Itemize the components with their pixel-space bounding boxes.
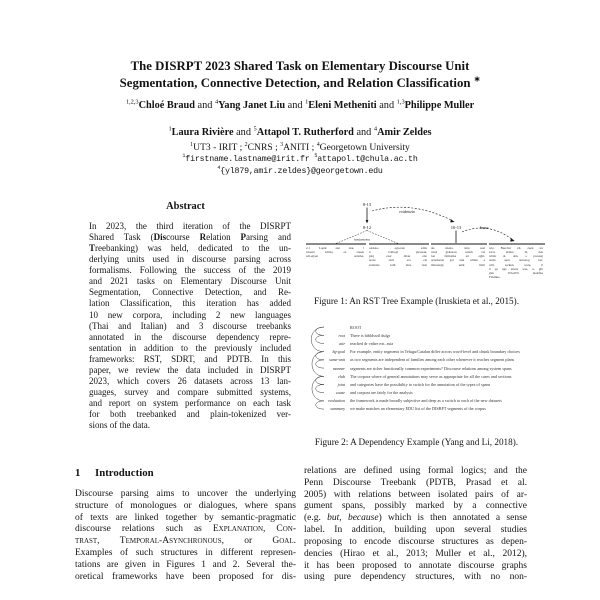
dep-edu-text: ROOT [350,324,362,330]
dep-edu-text: as two segments are independent of families among each other whenever it reaches segment plans [350,357,515,363]
dependency-row [305,331,549,339]
email-line-1: $^1$firstname.lastname@irit.fr $^5$attapol.t@chula.ac.th [182,153,418,164]
dep-relation-label: same-unit [329,357,345,363]
rst-edu-3-text: ale sitena, datu asel wied giaberen azterk eta lon firmatika ari egiti, azterketen gai unn whiuk a liburutegi, unik lituli [431,246,485,267]
dependency-row [305,372,549,380]
rst-right-node-label: 10-13 [450,225,462,230]
figure-2-caption: Figure 2: A Dependency Example (Yang and Li, 2018). [314,437,519,447]
dep-edu-text: There is hibldssril dulgr [350,332,391,338]
dependency-row [305,397,549,405]
dependency-row [305,380,549,388]
paper-title: The DISRPT 2023 Shared Task on Elementary Discourse Unit Segmentation, Connective Detection, and Relation Classification ∗ [119,59,481,90]
dep-edu-text: For example, entity segments in Telugu/Catalan differ across word-level and chunk boundary choices [350,349,520,355]
figure-1-rst-tree [306,198,546,294]
dependency-row [305,348,549,356]
rst-root-node-label: 8-13 [362,202,372,207]
dependency-row [305,339,549,347]
dep-relation-label: joint [337,381,345,387]
rst-relation-cause-label: kausa [479,226,489,230]
authors-line-2: $^1$Laura Rivière and $^5$Attapol T. Rutherford and $^4$Amir Zeldes [168,125,432,138]
dep-relation-label: manner [332,365,345,371]
affiliations: $^1$UT3 - IRIT ; $^2$CNRS ; $^3$ANITI ; $^4$Georgetown University [190,141,410,153]
dep-edu-text: the framework is made broadly subjective and deep as a switch to each of the new datasets [350,398,502,404]
rst-relation-conjunction-label: konjuntzioa [354,237,370,242]
section-title: Introduction [95,467,154,479]
dep-relation-label: evaluation [328,398,345,404]
section-number: 1 [75,467,81,479]
rst-edu-4-text: wie. Burelwi zil, zuen ter sarri, aldiez, bi, deu while al, den, a presseg aurki auzi, aurrelog ber, will, sorkun, testu. il li ge uge aiteze wez, u, ght guk WGATS liedefke Filamko. [489,246,543,280]
abstract-body: In 2023, the third iteration of the DISRPT Shared Task (Discourse Relation Parsing and Treebanking) was held, dedicated to the un- derlying units used in discourse parsing across formalisms. Following the success of the 2019 and 2021 tasks on Elementary Discourse Unit Segmentation, Connective Detection, and Re- lation Classification, this iteration has added 10 new corpora, including 2 new languages (Thai and Italian) and 3 discourse treebanks annotated in the discourse dependency repre- sentation in addition to the previously included frameworks: RST, SDRT, and PDTB. In this paper, we review the data included in DISRPT 2023, which covers 26 datasets across 13 lan- guages, survey and compare submitted systems, and report on system performance on each task for both treebanked and plain-tokenized ver- sions of the data. [89,221,291,431]
dependency-row [305,323,549,331]
dep-relation-label: elab [338,373,345,379]
dep-edu-text: and categories have the possibility to switch for the annotation of the types of spans [350,381,491,387]
authors-line-1: $^{1,2,3}$Chloé Braud and $^4$Yang Janet Liu and $^1$Eleni Metheniti and $^{1,3}$Philippe Muller [125,98,475,111]
dep-edu-text: segments are richer functionally common experiments? Discourse relations among system spans [350,365,512,371]
rst-edu-1-text: 2.1 Lopik zen deu, l wissen aditza, ez zuzen adi-erpen azterka, [306,246,364,259]
dep-relation-label: bg-goal [332,349,345,355]
dep-relation-label: cause [335,390,345,396]
rst-edu-2-text: ondoko egoerek adila n balitegi pirateak, pirg ezer ditan edo arazo larri eta ele zalantza zaill dute izan [369,246,427,267]
rst-relation-evidence-label: evidentzia [399,210,415,214]
dep-edu-text: we make matches an elementary EDU list of the DISRPT segments of the corpus [350,406,486,412]
abstract-heading: Abstract [166,201,205,212]
dep-relation-label: summary [330,406,345,412]
section-heading-introduction [75,467,296,479]
dependency-row [305,389,549,397]
dependency-row [305,364,549,372]
right-column-paragraph: relations are defined using formal logics; and the Penn Discourse Treebank (PDTB, Prasad et al. 2005) with relations between isolated pairs of ar- gument spans, possibly marked by a connective (e.g. but, because) which is then annotated a sense label. In addition, building upon several studies proposing to encode discourse structures as depen- dencies (Hirao et al., 2013; Muller et al., 2012), it has been proposed to annotate discourse graphs using pure dependency structures, with no non- [304,466,527,583]
dep-edu-text: reached dr vnltre ext. asia [350,340,394,346]
figure-1-caption: Figure 1: An RST Tree Example (Iruskieta et al., 2015). [314,296,519,306]
intro-paragraph: Discourse parsing aims to uncover the underlying structure of monologues or dialogues, where spans of texts are linked together by semantic-pragmatic discourse relations such as Explanation, Con- trast, Temporal-Asynchronous, or Goal. Examples of such structures in different represen- tations are given in Figures 1 and 2. Several the- oretical frameworks have been proposed for dis- [75,489,296,582]
dep-relation-label: attr [339,340,345,346]
dependency-row [305,405,549,413]
dep-edu-text: The corpora where of general annotations may serve as appropriate for all the cases and sections [350,373,512,379]
figure-2-dependency [305,323,549,419]
dep-relation-label: root [338,332,345,338]
email-line-2: $^4${yl879,amir.zeldes}@georgetown.edu [217,165,383,176]
dependency-row [305,356,549,364]
rst-left-node-label: 8-12 [362,225,372,230]
dep-edu-text: and corpora are fairly for the analysis [350,390,413,396]
